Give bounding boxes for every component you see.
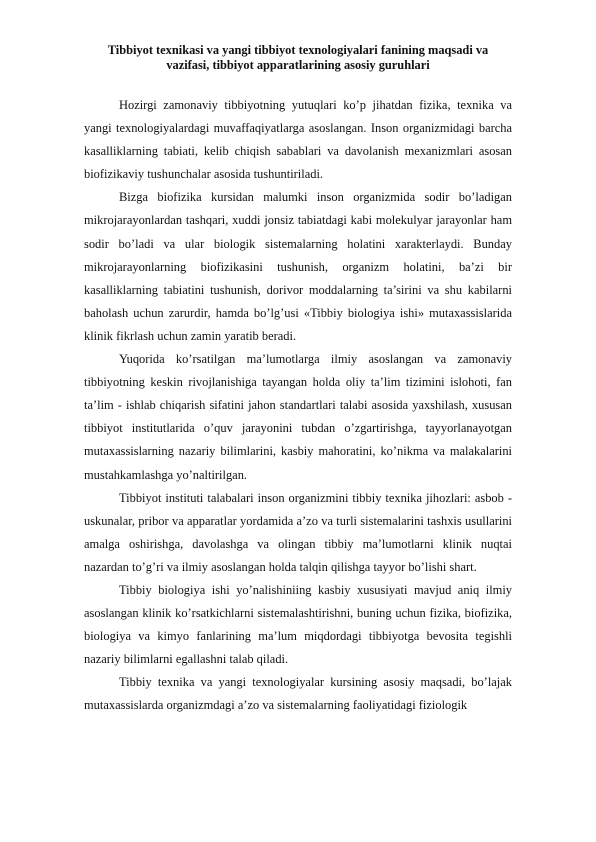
- paragraph-continued: Tibbiy texnika va yangi texnologiyalar kursining asosiy maqsadi, bo’lajak mutaxassislarda organizmdagi a’zo va sistemalarning faoliyatidagi fiziologik: [84, 675, 512, 713]
- document-title: Tibbiyot texnikasi va yangi tibbiyot texnologiyalari fanining maqsadi va vazifasi, tibbiyot apparatlarining asosiy guruhlari: [107, 43, 489, 72]
- paragraph: Yuqorida ko’rsatilgan ma’lumotlarga ilmiy asoslangan va zamonaviy tibbiyotning keskin rivojlanishiga tayangan holda oliy ta’lim tizimini islohoti, fan ta’lim - ishlab chiqarish sifatini jahon standartlari talabi asosida yaxshilash, xususan tibbiyot institutlarida o’quv jarayonini tubdan o’zgartirishga, tayyorlanayotgan mutaxassislarning nazariy bilimlarini, kasbiy mahoratini, ko’nikma va malakalarini mustahkamlashga yo’naltirilgan.: [84, 352, 512, 482]
- document-body: [84, 94, 512, 718]
- paragraph: Tibbiy biologiya ishi yo’nalishiniing kasbiy xususiyati mavjud aniq ilmiy asoslangan klinik ko’rsatkichlarni sistemalashtirishni, buning uchun fizika, biofizika, biologiya va kimyo fanlarining ma’lum miqdordagi tibbiyotga bevosita tegishli nazariy bilimlarni egallashni talab qiladi.: [84, 582, 512, 667]
- paragraph: Bizga biofizika kursidan malumki inson organizmida sodir bo’ladigan mikrojarayonlardan tashqari, xuddi jonsiz tabiatdagi kabi molekulyar jarayonlar ham sodir bo’ladi va ular biologik sistemalarning holatini xarakterlaydi. Bunday mikrojarayonlarning biofizikasini tushunish, organizm holatini, ba’zi bir kasalliklarning tabiatini tushunish, dorivor moddalarning ta’sirini va shu kabilarni baholash uchun zarurdir, hamda bo’lg’usi «Tibbiy biologiya ishi» mutaxassislarida klinik fikrlash uchun zamin yaratib beradi.: [84, 190, 512, 343]
- paragraph: Hozirgi zamonaviy tibbiyotning yutuqlari ko’p jihatdan fizika, texnika va yangi texnologiyalardagi muvaffaqiyatlarga asoslangan. Inson organizmidagi barcha kasalliklarning tabiati, kelib chiqish sabablari va davolanish mexanizmlari asosan biofizikaviy tushunchalar asosida tushuntiriladi.: [84, 98, 512, 182]
- paragraph: Tibbiyot instituti talabalari inson organizmini tibbiy texnika jihozlari: asbob - uskunalar, pribor va apparatlar yordamida a’zo va turli sistemalarini tashxis usullarini amalga oshirishga, davolashga va olingan tibbiy ma’lumotlarni klinik nuqtai nazardan to’g’ri va ilmiy asoslangan holda talqin qilishga tayyor bo’lishi shart.: [84, 490, 512, 574]
